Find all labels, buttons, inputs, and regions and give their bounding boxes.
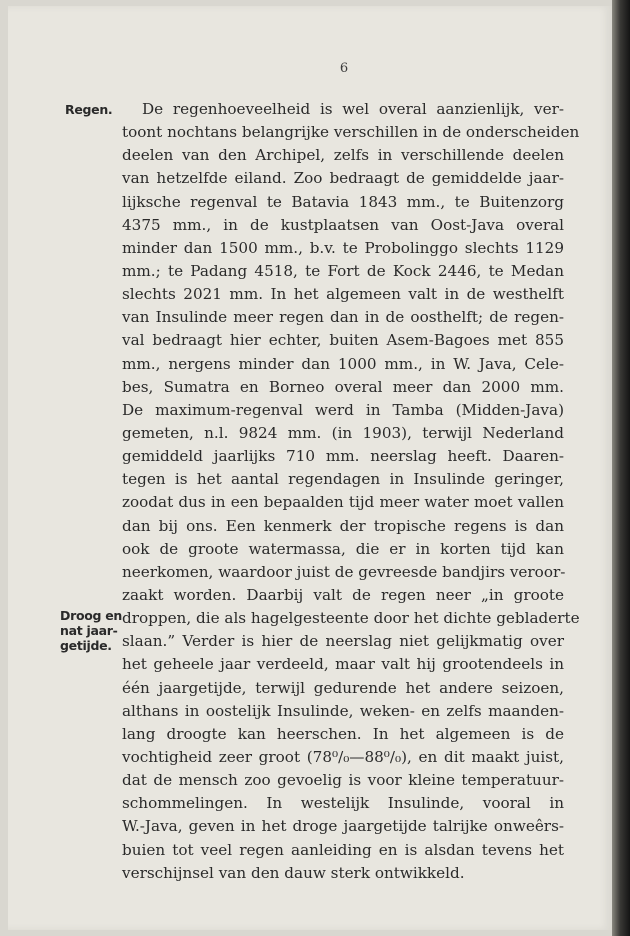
text-line: slaan.” Verder is hier de neerslag niet gelijkmatig over bbox=[122, 632, 564, 651]
body-paragraph bbox=[122, 98, 580, 885]
text-line: vochtigheid zeer groot (78⁰/₀—88⁰/₀), en dit maakt juist, bbox=[122, 747, 564, 766]
text-line: van hetzelfde eiland. Zoo bedraagt de gemiddelde jaar- bbox=[122, 169, 564, 188]
text-line: schommelingen. In westelijk Insulinde, vooral in bbox=[122, 794, 564, 813]
text-line: deelen van den Archipel, zelfs in verschillende deelen bbox=[122, 146, 564, 165]
text-line: dat de mensch zoo gevoelig is voor kleine temperatuur- bbox=[122, 771, 564, 790]
text-line: De maximum-regenval werd in Tamba (Midden-Java) bbox=[122, 400, 564, 419]
text-line: val bedraagt hier echter, buiten Asem-Bagoes met 855 bbox=[122, 331, 564, 350]
text-line: 4375 mm., in de kustplaatsen van Oost-Java overal bbox=[122, 215, 564, 234]
text-line: gemeten, n.l. 9824 mm. (in 1903), terwijl Nederland bbox=[122, 423, 564, 442]
text-line: lijksche regenval te Batavia 1843 mm., te Buitenzorg bbox=[122, 192, 564, 211]
text-line: zoodat dus in een bepaalden tijd meer water moet vallen bbox=[122, 493, 564, 512]
margin-note-regen: Regen. bbox=[65, 102, 113, 117]
text-line: dan bij ons. Een kenmerk der tropische regens is dan bbox=[122, 516, 564, 535]
text-line: W.-Java, geven in het droge jaargetijde talrijke onweêrs- bbox=[122, 817, 564, 836]
text-line: neerkomen, waardoor juist de gevreesde bandjirs veroor- bbox=[122, 562, 566, 581]
text-line: gemiddeld jaarlijks 710 mm. neerslag heeft. Daaren- bbox=[122, 447, 564, 466]
text-line: De regenhoeveelheid is wel overal aanzienlijk, ver- bbox=[142, 100, 564, 118]
text-line: droppen, die als hagelgesteente door het dichte gebladerte bbox=[122, 609, 580, 628]
text-line: bes, Sumatra en Borneo overal meer dan 2000 mm. bbox=[122, 377, 564, 396]
margin-note-droog-en-nat-jaargetijde bbox=[60, 608, 122, 653]
text-line: zaakt worden. Daarbij valt de regen neer „in groote bbox=[122, 585, 564, 604]
text-line: tegen is het aantal regendagen in Insulinde geringer, bbox=[122, 470, 564, 489]
text-line: buien tot veel regen aanleiding en is alsdan tevens het bbox=[122, 840, 564, 859]
text-line: het geheele jaar verdeeld, maar valt hij grootendeels in bbox=[122, 655, 564, 674]
text-line: althans in oostelijk Insulinde, weken- en zelfs maanden- bbox=[122, 701, 564, 720]
margin-note-line: getijde. bbox=[60, 638, 112, 653]
text-line: verschijnsel van den dauw sterk ontwikkeld. bbox=[122, 863, 465, 882]
book-spine-edge bbox=[612, 0, 630, 936]
text-line: één jaargetijde, terwijl gedurende het andere seizoen, bbox=[122, 678, 564, 697]
page-number: 6 bbox=[339, 61, 349, 76]
text-line: lang droogte kan heerschen. In het algemeen is de bbox=[122, 724, 564, 743]
text-line: mm., nergens minder dan 1000 mm., in W. Java, Cele- bbox=[122, 354, 564, 373]
margin-note-line: Droog en bbox=[60, 608, 122, 623]
margin-note-line: nat jaar- bbox=[60, 623, 118, 638]
text-line: van Insulinde meer regen dan in de oosthelft; de regen- bbox=[122, 308, 564, 327]
text-line: minder dan 1500 mm., b.v. te Probolinggo slechts 1129 bbox=[122, 238, 564, 257]
text-line: slechts 2021 mm. In het algemeen valt in de westhelft bbox=[122, 285, 564, 304]
text-line: mm.; te Padang 4518, te Fort de Kock 2446, te Medan bbox=[122, 261, 564, 280]
text-line: toont nochtans belangrijke verschillen in de onderscheiden bbox=[122, 123, 580, 142]
text-line: ook de groote watermassa, die er in korten tijd kan bbox=[122, 539, 564, 558]
